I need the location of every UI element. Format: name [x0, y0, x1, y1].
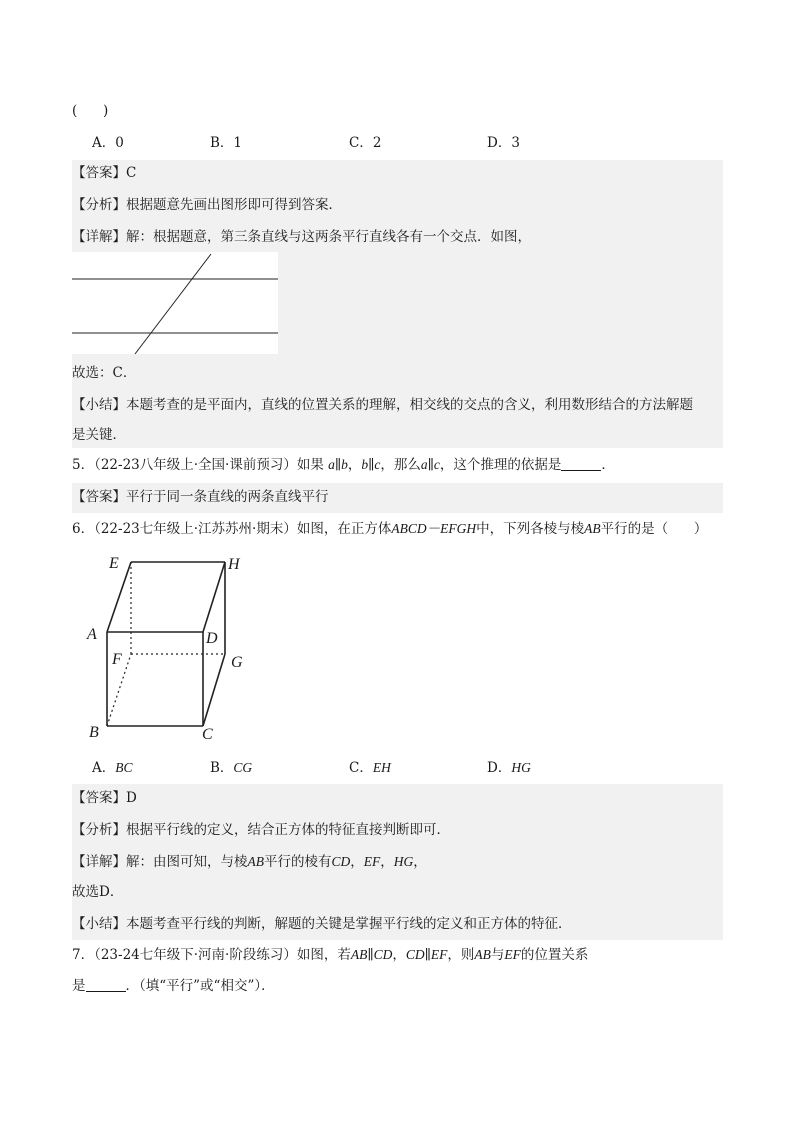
q5-stem: 5．（22-23八年级上·全国·课前预习）如果 a∥b，b∥c，那么a∥c，这个推理的依据是 ． [72, 457, 615, 473]
vertex-label-e: E [109, 555, 119, 572]
q6-analysis: 【分析】根据平行线的定义，结合正方体的特征直接判断即可． [72, 822, 450, 838]
q4-answer: 【答案】C [72, 165, 137, 181]
cube-figure [80, 548, 260, 748]
q6-summary: 【小结】本题考查平行线的判断，解题的关键是掌握平行线的定义和正方体的特征． [72, 916, 572, 932]
q7-answer-blank[interactable] [86, 977, 126, 992]
edge-dh [203, 562, 225, 632]
vertex-label-b: B [89, 724, 99, 741]
q4-option-b: B．1 [210, 135, 243, 151]
parallel-lines-figure [72, 252, 280, 356]
vertex-label-a: A [87, 626, 97, 643]
q5-answer: 【答案】平行于同一条直线的两条直线平行 [72, 489, 329, 505]
vertex-label-f: F [112, 651, 122, 668]
q4-analysis: 【分析】根据题意先画出图形即可得到答案． [72, 197, 342, 213]
vertex-label-h: H [228, 556, 240, 573]
vertex-label-g: G [231, 654, 243, 671]
vertex-label-d: D [206, 630, 218, 647]
q7-stem-line2: 是 ．（填“平行”或“相交”）． [72, 978, 275, 994]
q4-option-d: D．3 [487, 135, 520, 151]
q6-option-d: D．HG [487, 760, 531, 776]
q4-conclusion: 故选：C． [72, 365, 137, 381]
q6-answer: 【答案】D [72, 790, 137, 806]
q4-option-c: C．2 [349, 135, 382, 151]
q6-detail: 【详解】解：由图可知，与棱AB平行的棱有CD，EF，HG， [72, 854, 427, 870]
q6-option-c: C．EH [349, 760, 391, 776]
q6-conclusion: 故选D． [72, 884, 124, 900]
q4-detail: 【详解】解：根据题意，第三条直线与这两条平行直线各有一个交点．如图， [72, 229, 531, 245]
q4-option-a: A．0 [92, 135, 124, 151]
q7-stem-line1: 7．（23-24七年级下·河南·阶段练习）如图，若AB∥CD，CD∥EF，则AB与EF的位置关系 [72, 947, 589, 963]
edge-cg [203, 654, 225, 726]
q6-stem: 6．（22-23七年级上·江苏苏州·期末）如图，在正方体ABCD－EFGH中，下列各棱与棱AB平行的是（ ） [72, 521, 708, 537]
q5-answer-blank[interactable] [561, 456, 601, 471]
q4-summary-line2: 是关键． [72, 427, 126, 443]
q6-option-a: A．BC [92, 760, 133, 776]
vertex-label-c: C [202, 726, 213, 743]
edge-ae [107, 562, 131, 632]
q6-option-b: B．CG [210, 760, 253, 776]
q4-summary-line1: 【小结】本题考查的是平面内，直线的位置关系的理解，相交线的交点的含义，利用数形结合的方法解题 [72, 397, 693, 413]
q4-paren: ( ) [72, 103, 109, 119]
